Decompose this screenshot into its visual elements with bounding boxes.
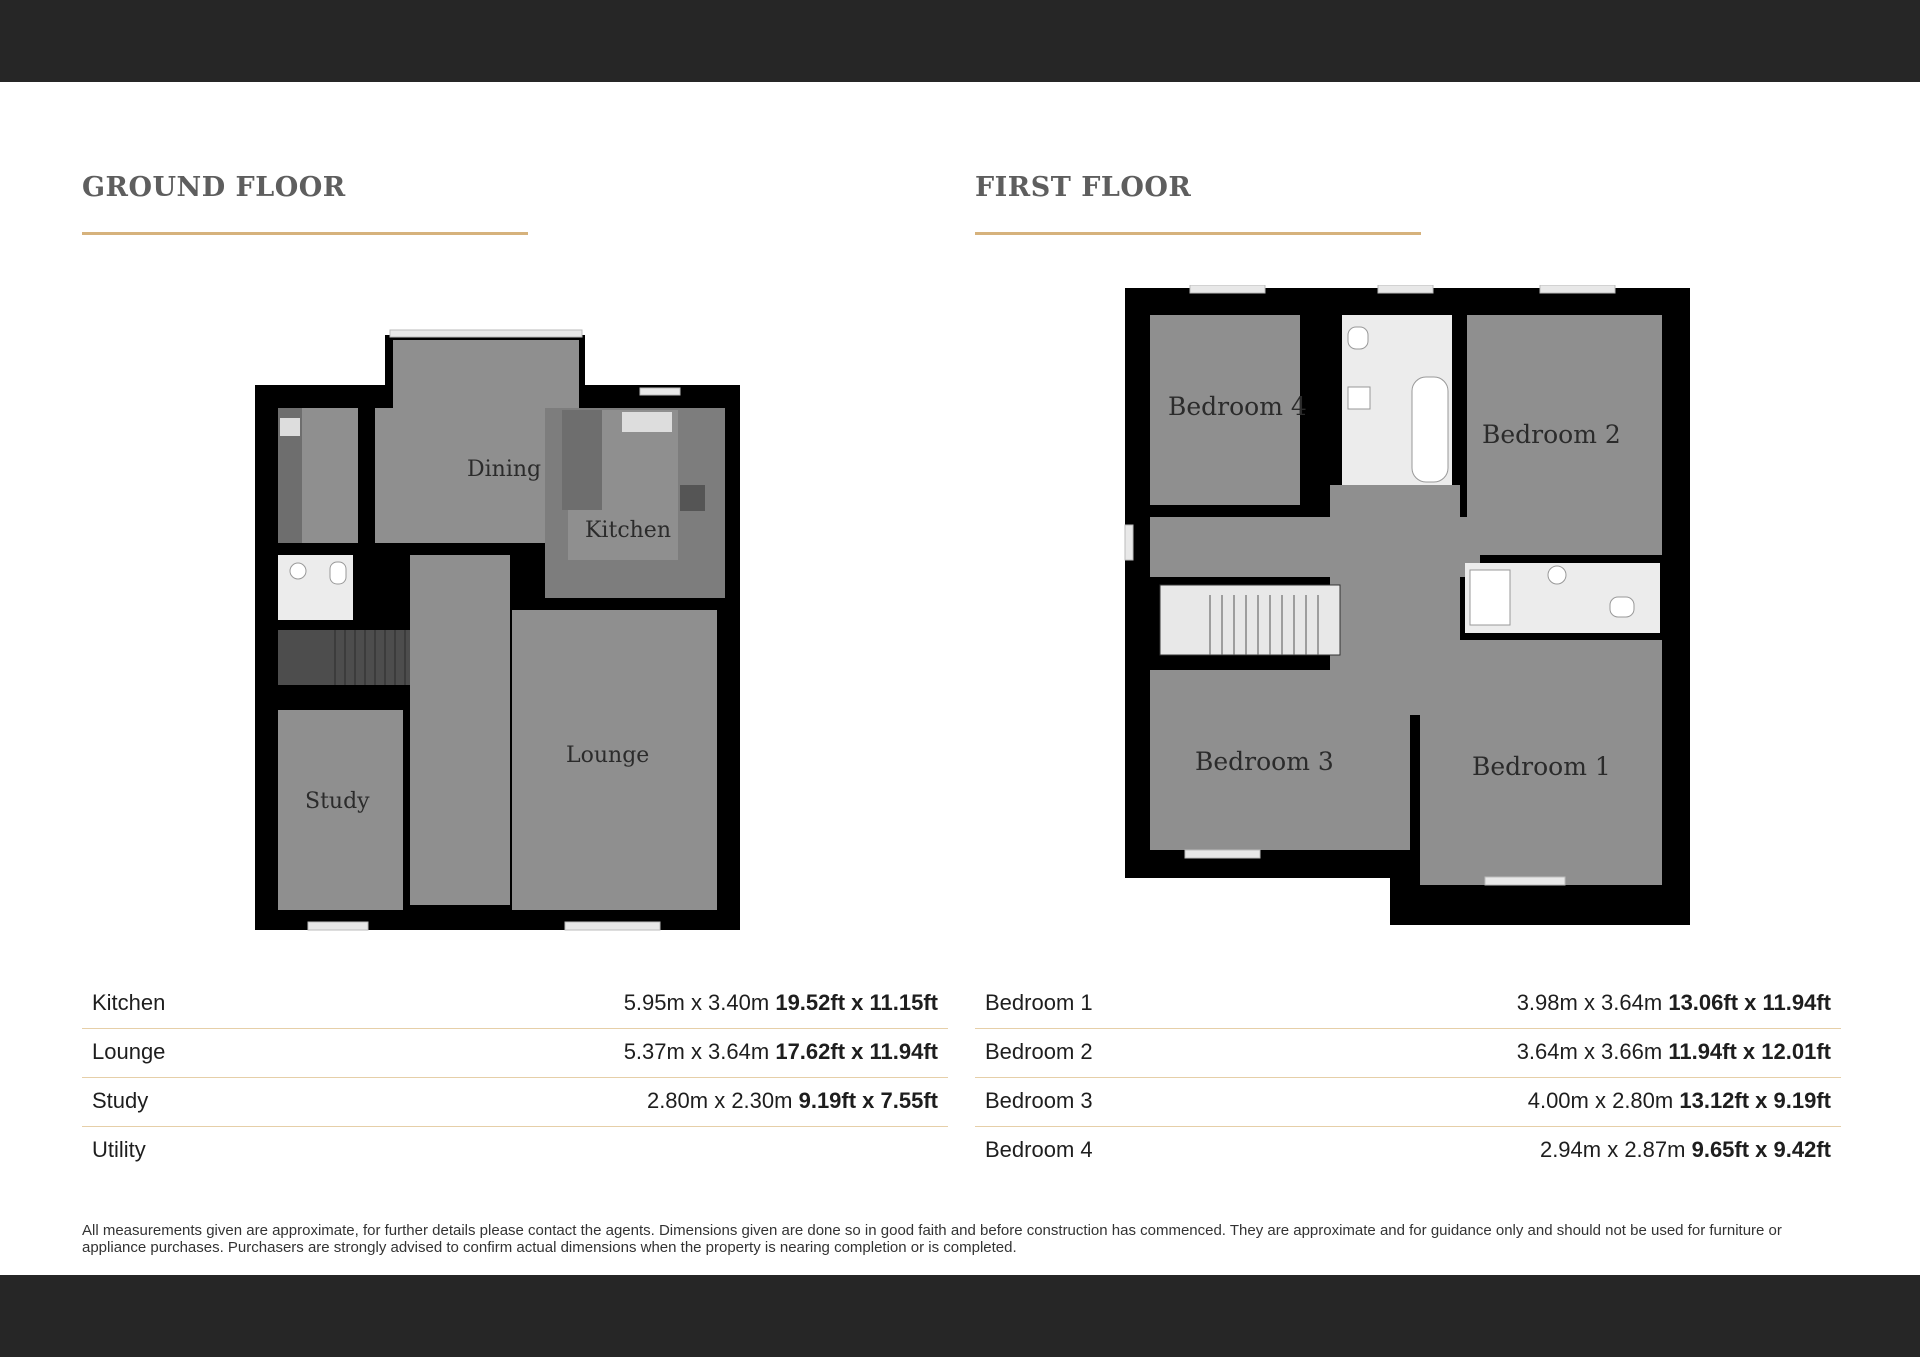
room-label-lounge: Lounge — [566, 743, 650, 768]
ground-rear-window — [390, 330, 582, 337]
utility-sink — [280, 418, 300, 436]
lounge-window — [565, 922, 660, 930]
table-row — [82, 1029, 948, 1078]
landing-window — [1125, 525, 1133, 560]
ground-floor-plan — [250, 290, 750, 940]
bottom-banner — [0, 1275, 1920, 1357]
room-label-bedroom-4: Bedroom 4 — [1168, 392, 1307, 421]
room-name: Bedroom 3 — [985, 1088, 1093, 1113]
room-name: Bedroom 4 — [985, 1137, 1093, 1162]
bed3-window — [1185, 850, 1260, 858]
bathroom-basin — [1348, 387, 1370, 409]
ground-floor-title: GROUND FLOOR — [82, 172, 346, 203]
table-row — [975, 980, 1841, 1029]
wc-toilet — [330, 562, 346, 584]
table-row — [975, 1029, 1841, 1078]
ensuite-toilet — [1610, 597, 1634, 617]
study-window — [308, 922, 368, 930]
room-label-bedroom-2: Bedroom 2 — [1482, 420, 1621, 449]
kitchen-island — [562, 410, 602, 510]
room-label-study: Study — [305, 789, 370, 814]
wc-basin — [290, 563, 306, 579]
room-label-dining: Dining — [467, 457, 542, 482]
first-stairs — [1160, 585, 1340, 655]
room-label-bedroom-3: Bedroom 3 — [1195, 747, 1334, 776]
first-floor-dimensions — [975, 980, 1841, 1175]
room-dimensions: 3.64m x 3.66m 11.94ft x 12.01ft — [1516, 1039, 1831, 1064]
room-label-bedroom-1: Bedroom 1 — [1472, 752, 1611, 781]
bed4-window — [1190, 285, 1265, 293]
room-name: Kitchen — [92, 990, 166, 1015]
bed1-window — [1485, 877, 1565, 885]
entrance-hall — [410, 555, 510, 905]
room-name: Bedroom 2 — [985, 1039, 1093, 1064]
room-dimensions: 4.00m x 2.80m 13.12ft x 9.19ft — [1527, 1088, 1831, 1113]
kitchen-hob — [680, 485, 705, 511]
table-row — [975, 1078, 1841, 1127]
room-name: Utility — [92, 1137, 146, 1162]
bathroom-bath — [1412, 377, 1448, 482]
table-row — [82, 980, 948, 1029]
table-row — [975, 1127, 1841, 1175]
first-floor-title: FIRST FLOOR — [975, 172, 1192, 203]
ensuite-basin — [1548, 566, 1566, 584]
table-row — [82, 1127, 948, 1175]
first-floor-plan — [1120, 285, 1700, 925]
bed2-window — [1540, 285, 1615, 293]
kitchen-sink — [622, 412, 672, 432]
ground-floor-rule — [82, 232, 528, 235]
room-name: Lounge — [92, 1039, 166, 1064]
room-dimensions: 2.80m x 2.30m 9.19ft x 7.55ft — [646, 1088, 938, 1113]
first-floor-rule — [975, 232, 1421, 235]
top-banner — [0, 0, 1920, 82]
room-name: Bedroom 1 — [985, 990, 1093, 1015]
disclaimer-text: All measurements given are approximate, for further details please contact the agents. Dimensions given are done so in good faith and before construction has commenced. They are approximate and for guidance only and should not be used for furniture or appliance purchases. Purchasers are strongly advised to confirm actual dimensions when the property is nearing completion or is completed. — [82, 1222, 1782, 1256]
bathroom-toilet — [1348, 327, 1368, 349]
room-dimensions: 2.94m x 2.87m 9.65ft x 9.42ft — [1539, 1137, 1831, 1162]
bathroom-window — [1378, 285, 1433, 293]
room-label-kitchen: Kitchen — [585, 518, 671, 543]
room-name: Study — [92, 1088, 149, 1113]
ensuite-shower — [1470, 570, 1510, 625]
room-dimensions: 5.95m x 3.40m 19.52ft x 11.15ft — [623, 990, 938, 1015]
table-row — [82, 1078, 948, 1127]
room-dimensions: 5.37m x 3.64m 17.62ft x 11.94ft — [623, 1039, 938, 1064]
ground-floor-dimensions — [82, 980, 948, 1175]
room-dimensions: 3.98m x 3.64m 13.06ft x 11.94ft — [1516, 990, 1831, 1015]
kitchen-window — [640, 388, 680, 395]
